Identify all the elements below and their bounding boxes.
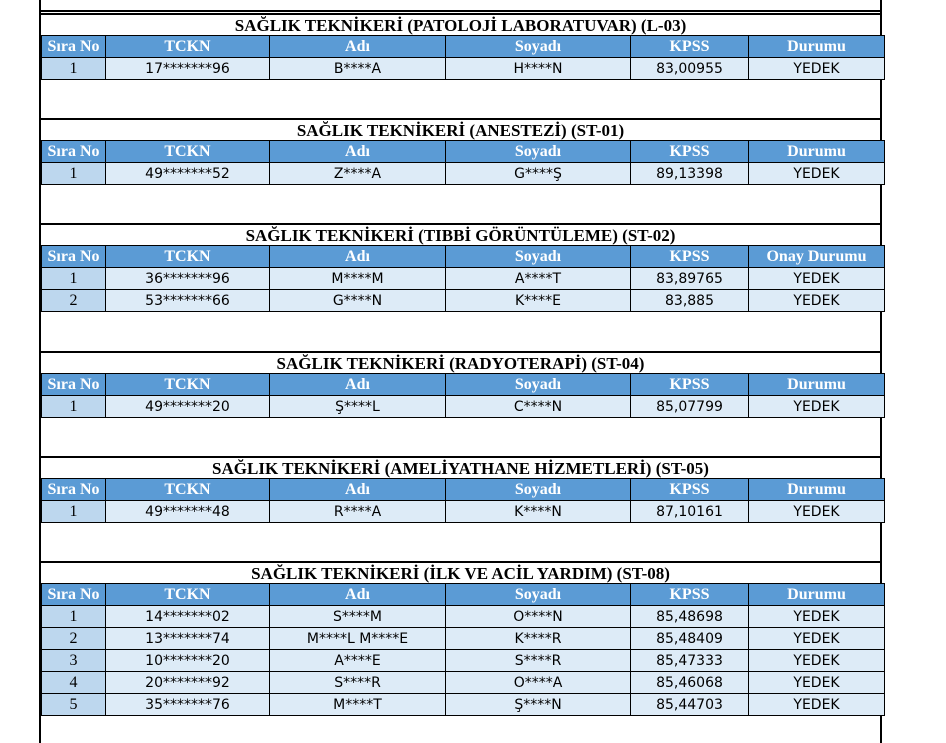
cell-sira-no: 3 <box>42 650 106 672</box>
cell-adi: A****E <box>270 650 446 672</box>
table-row <box>42 694 885 716</box>
col-header-durumu: Durumu <box>749 479 885 501</box>
cell-durumu: YEDEK <box>749 163 885 185</box>
col-header-adi: Adı <box>270 246 446 268</box>
cell-sira-no: 1 <box>42 163 106 185</box>
col-header-tckn: TCKN <box>106 479 270 501</box>
col-header-kpss: KPSS <box>631 584 749 606</box>
cell-adi: Ş****L <box>270 396 446 418</box>
col-header-adi: Adı <box>270 479 446 501</box>
table-row <box>42 501 885 523</box>
cell-adi: M****M <box>270 268 446 290</box>
table-row <box>42 606 885 628</box>
cell-durumu: YEDEK <box>749 694 885 716</box>
cell-kpss: 87,10161 <box>631 501 749 523</box>
cell-soyadi: Ş****N <box>446 694 631 716</box>
cell-sira-no: 1 <box>42 606 106 628</box>
cell-tckn: 14*******02 <box>106 606 270 628</box>
table-row <box>42 268 885 290</box>
col-header-sira-no: Sıra No <box>42 36 106 58</box>
cell-kpss: 89,13398 <box>631 163 749 185</box>
cell-soyadi: K****R <box>446 628 631 650</box>
cell-sira-no: 1 <box>42 501 106 523</box>
results-table <box>41 35 885 80</box>
col-header-durumu: Durumu <box>749 36 885 58</box>
cell-adi: S****R <box>270 672 446 694</box>
cell-tckn: 49*******20 <box>106 396 270 418</box>
cell-sira-no: 4 <box>42 672 106 694</box>
cell-soyadi: K****E <box>446 290 631 312</box>
col-header-tckn: TCKN <box>106 36 270 58</box>
cell-kpss: 83,885 <box>631 290 749 312</box>
section-tibbi-goruntuleme <box>41 223 880 312</box>
col-header-soyadi: Soyadı <box>446 584 631 606</box>
table-row <box>42 290 885 312</box>
results-table <box>41 140 885 185</box>
table-row <box>42 396 885 418</box>
col-header-soyadi: Soyadı <box>446 246 631 268</box>
results-table <box>41 245 885 312</box>
col-header-kpss: KPSS <box>631 246 749 268</box>
section-radyoterapi <box>41 351 880 418</box>
document-sheet <box>39 0 882 743</box>
cell-durumu: YEDEK <box>749 268 885 290</box>
col-header-sira-no: Sıra No <box>42 479 106 501</box>
col-header-adi: Adı <box>270 141 446 163</box>
section-ilk-ve-acil-yardim <box>41 561 880 716</box>
cell-kpss: 85,48698 <box>631 606 749 628</box>
cell-durumu: YEDEK <box>749 628 885 650</box>
col-header-adi: Adı <box>270 36 446 58</box>
table-row <box>42 163 885 185</box>
header-row <box>42 246 885 268</box>
cell-durumu: YEDEK <box>749 501 885 523</box>
col-header-kpss: KPSS <box>631 374 749 396</box>
cell-sira-no: 5 <box>42 694 106 716</box>
col-header-adi: Adı <box>270 374 446 396</box>
col-header-soyadi: Soyadı <box>446 141 631 163</box>
col-header-tckn: TCKN <box>106 141 270 163</box>
cell-soyadi: C****N <box>446 396 631 418</box>
col-header-durumu: Durumu <box>749 141 885 163</box>
col-header-kpss: KPSS <box>631 141 749 163</box>
col-header-tckn: TCKN <box>106 246 270 268</box>
col-header-tckn: TCKN <box>106 584 270 606</box>
section-title: SAĞLIK TEKNİKERİ (PATOLOJİ LABORATUVAR) (L-03) <box>41 13 880 35</box>
col-header-kpss: KPSS <box>631 479 749 501</box>
cell-tckn: 13*******74 <box>106 628 270 650</box>
results-table <box>41 583 885 716</box>
cell-sira-no: 2 <box>42 290 106 312</box>
header-row <box>42 479 885 501</box>
cell-sira-no: 1 <box>42 268 106 290</box>
section-title: SAĞLIK TEKNİKERİ (TIBBİ GÖRÜNTÜLEME) (ST-02) <box>41 223 880 245</box>
cell-kpss: 85,48409 <box>631 628 749 650</box>
cell-durumu: YEDEK <box>749 396 885 418</box>
cell-tckn: 20*******92 <box>106 672 270 694</box>
cell-soyadi: K****N <box>446 501 631 523</box>
cell-kpss: 85,47333 <box>631 650 749 672</box>
col-header-durumu: Durumu <box>749 584 885 606</box>
cell-tckn: 17*******96 <box>106 58 270 80</box>
cell-adi: M****T <box>270 694 446 716</box>
cell-sira-no: 2 <box>42 628 106 650</box>
cell-tckn: 49*******48 <box>106 501 270 523</box>
section-anestezi <box>41 118 880 185</box>
table-row <box>42 650 885 672</box>
divider <box>41 10 880 12</box>
cell-durumu: YEDEK <box>749 606 885 628</box>
section-title: SAĞLIK TEKNİKERİ (RADYOTERAPİ) (ST-04) <box>41 351 880 373</box>
section-title: SAĞLIK TEKNİKERİ (ANESTEZİ) (ST-01) <box>41 118 880 140</box>
col-header-sira-no: Sıra No <box>42 374 106 396</box>
cell-kpss: 83,00955 <box>631 58 749 80</box>
cell-tckn: 53*******66 <box>106 290 270 312</box>
col-header-sira-no: Sıra No <box>42 584 106 606</box>
col-header-tckn: TCKN <box>106 374 270 396</box>
col-header-sira-no: Sıra No <box>42 246 106 268</box>
cell-soyadi: H****N <box>446 58 631 80</box>
cell-tckn: 36*******96 <box>106 268 270 290</box>
cell-tckn: 35*******76 <box>106 694 270 716</box>
cell-kpss: 85,07799 <box>631 396 749 418</box>
section-title: SAĞLIK TEKNİKERİ (İLK VE ACİL YARDIM) (ST-08) <box>41 561 880 583</box>
cell-tckn: 49*******52 <box>106 163 270 185</box>
header-row <box>42 374 885 396</box>
cell-adi: G****N <box>270 290 446 312</box>
col-header-onay-durumu: Onay Durumu <box>749 246 885 268</box>
cell-tckn: 10*******20 <box>106 650 270 672</box>
cell-soyadi: O****N <box>446 606 631 628</box>
col-header-soyadi: Soyadı <box>446 36 631 58</box>
col-header-soyadi: Soyadı <box>446 374 631 396</box>
header-row <box>42 36 885 58</box>
cell-adi: M****L M****E <box>270 628 446 650</box>
cell-adi: S****M <box>270 606 446 628</box>
table-row <box>42 628 885 650</box>
table-row <box>42 58 885 80</box>
cell-soyadi: S****R <box>446 650 631 672</box>
cell-kpss: 83,89765 <box>631 268 749 290</box>
col-header-soyadi: Soyadı <box>446 479 631 501</box>
header-row <box>42 141 885 163</box>
cell-durumu: YEDEK <box>749 290 885 312</box>
cell-adi: Z****A <box>270 163 446 185</box>
col-header-sira-no: Sıra No <box>42 141 106 163</box>
cell-soyadi: A****T <box>446 268 631 290</box>
header-row <box>42 584 885 606</box>
cell-soyadi: O****A <box>446 672 631 694</box>
cell-kpss: 85,46068 <box>631 672 749 694</box>
col-header-kpss: KPSS <box>631 36 749 58</box>
section-title: SAĞLIK TEKNİKERİ (AMELİYATHANE HİZMETLERİ) (ST-05) <box>41 456 880 478</box>
section-ameliyathane-hizmetleri <box>41 456 880 523</box>
cell-sira-no: 1 <box>42 58 106 80</box>
cell-durumu: YEDEK <box>749 650 885 672</box>
cell-adi: R****A <box>270 501 446 523</box>
results-table <box>41 478 885 523</box>
table-row <box>42 672 885 694</box>
section-patoloji-laboratuvar <box>41 13 880 80</box>
cell-sira-no: 1 <box>42 396 106 418</box>
col-header-durumu: Durumu <box>749 374 885 396</box>
cell-kpss: 85,44703 <box>631 694 749 716</box>
results-table <box>41 373 885 418</box>
cell-durumu: YEDEK <box>749 672 885 694</box>
cell-adi: B****A <box>270 58 446 80</box>
cell-soyadi: G****Ş <box>446 163 631 185</box>
col-header-adi: Adı <box>270 584 446 606</box>
cell-durumu: YEDEK <box>749 58 885 80</box>
